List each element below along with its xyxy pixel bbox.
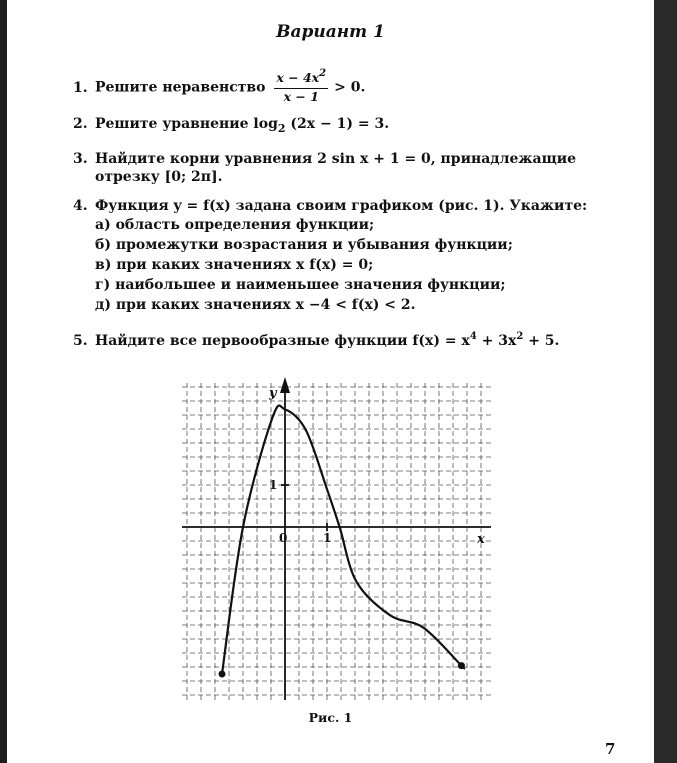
task-text: Решите уравнение log: [95, 116, 278, 132]
endpoints: [219, 662, 465, 677]
task-text: Найдите все первообразные функции f(x) = x: [95, 333, 470, 349]
task-number: 1.: [73, 79, 88, 96]
task-4-item-a: а) область определения функции;: [95, 217, 375, 233]
task-text-end: (2x − 1) = 3.: [290, 116, 390, 132]
task-text-line1: Найдите корни уравнения 2 sin x + 1 = 0, принадлежащие: [95, 151, 577, 167]
function-graph: [7, 0, 654, 763]
task-3-line2: отрезку [0; 2π].: [95, 169, 223, 185]
variant-title: Вариант 1: [276, 22, 385, 42]
scan-edge: [654, 0, 677, 763]
task-intro: Функция y = f(x) задана своим графиком (рис. 1). Укажите:: [95, 198, 588, 214]
task-4-item-b: б) промежутки возрастания и убывания функции;: [95, 237, 513, 253]
origin-label: 0: [279, 531, 288, 545]
function-curve: [222, 405, 464, 674]
x-tick-label-1: 1: [323, 531, 332, 545]
endpoint-dot: [219, 671, 226, 678]
page-number: 7: [605, 740, 616, 758]
fraction-denominator: x − 1: [283, 89, 319, 104]
task-number: 3.: [73, 151, 88, 167]
endpoint-dot: [458, 662, 465, 669]
task-number: 5.: [73, 333, 88, 349]
task-4-item-e: д) при каких значениях x −4 < f(x) < 2.: [95, 297, 416, 313]
task-text: Решите неравенство: [95, 79, 266, 96]
task-number: 4.: [73, 198, 88, 214]
fraction-numerator: x − 4x: [276, 70, 320, 85]
figure-caption: Рис. 1: [308, 710, 353, 725]
exponent: 2: [516, 331, 524, 342]
task-4-item-d: г) наибольшее и наименьшее значения функции;: [95, 277, 506, 293]
document-page: [7, 0, 654, 763]
task-text-mid: + 3x: [476, 333, 517, 349]
grid: [182, 383, 491, 700]
exponent: 2: [319, 68, 327, 79]
y-tick-label-1: 1: [269, 478, 278, 492]
log-base: 2: [277, 122, 286, 135]
task-number: 2.: [73, 116, 88, 132]
y-axis-label: y: [269, 386, 277, 401]
task-text-end: + 5.: [523, 333, 560, 349]
inequality-tail: > 0.: [334, 79, 366, 96]
y-axis-arrow: [280, 377, 290, 393]
x-axis-label: x: [477, 532, 485, 547]
exponent: 4: [469, 331, 477, 342]
task-4-item-c: в) при каких значениях x f(x) = 0;: [95, 257, 374, 273]
axes: [182, 377, 491, 700]
